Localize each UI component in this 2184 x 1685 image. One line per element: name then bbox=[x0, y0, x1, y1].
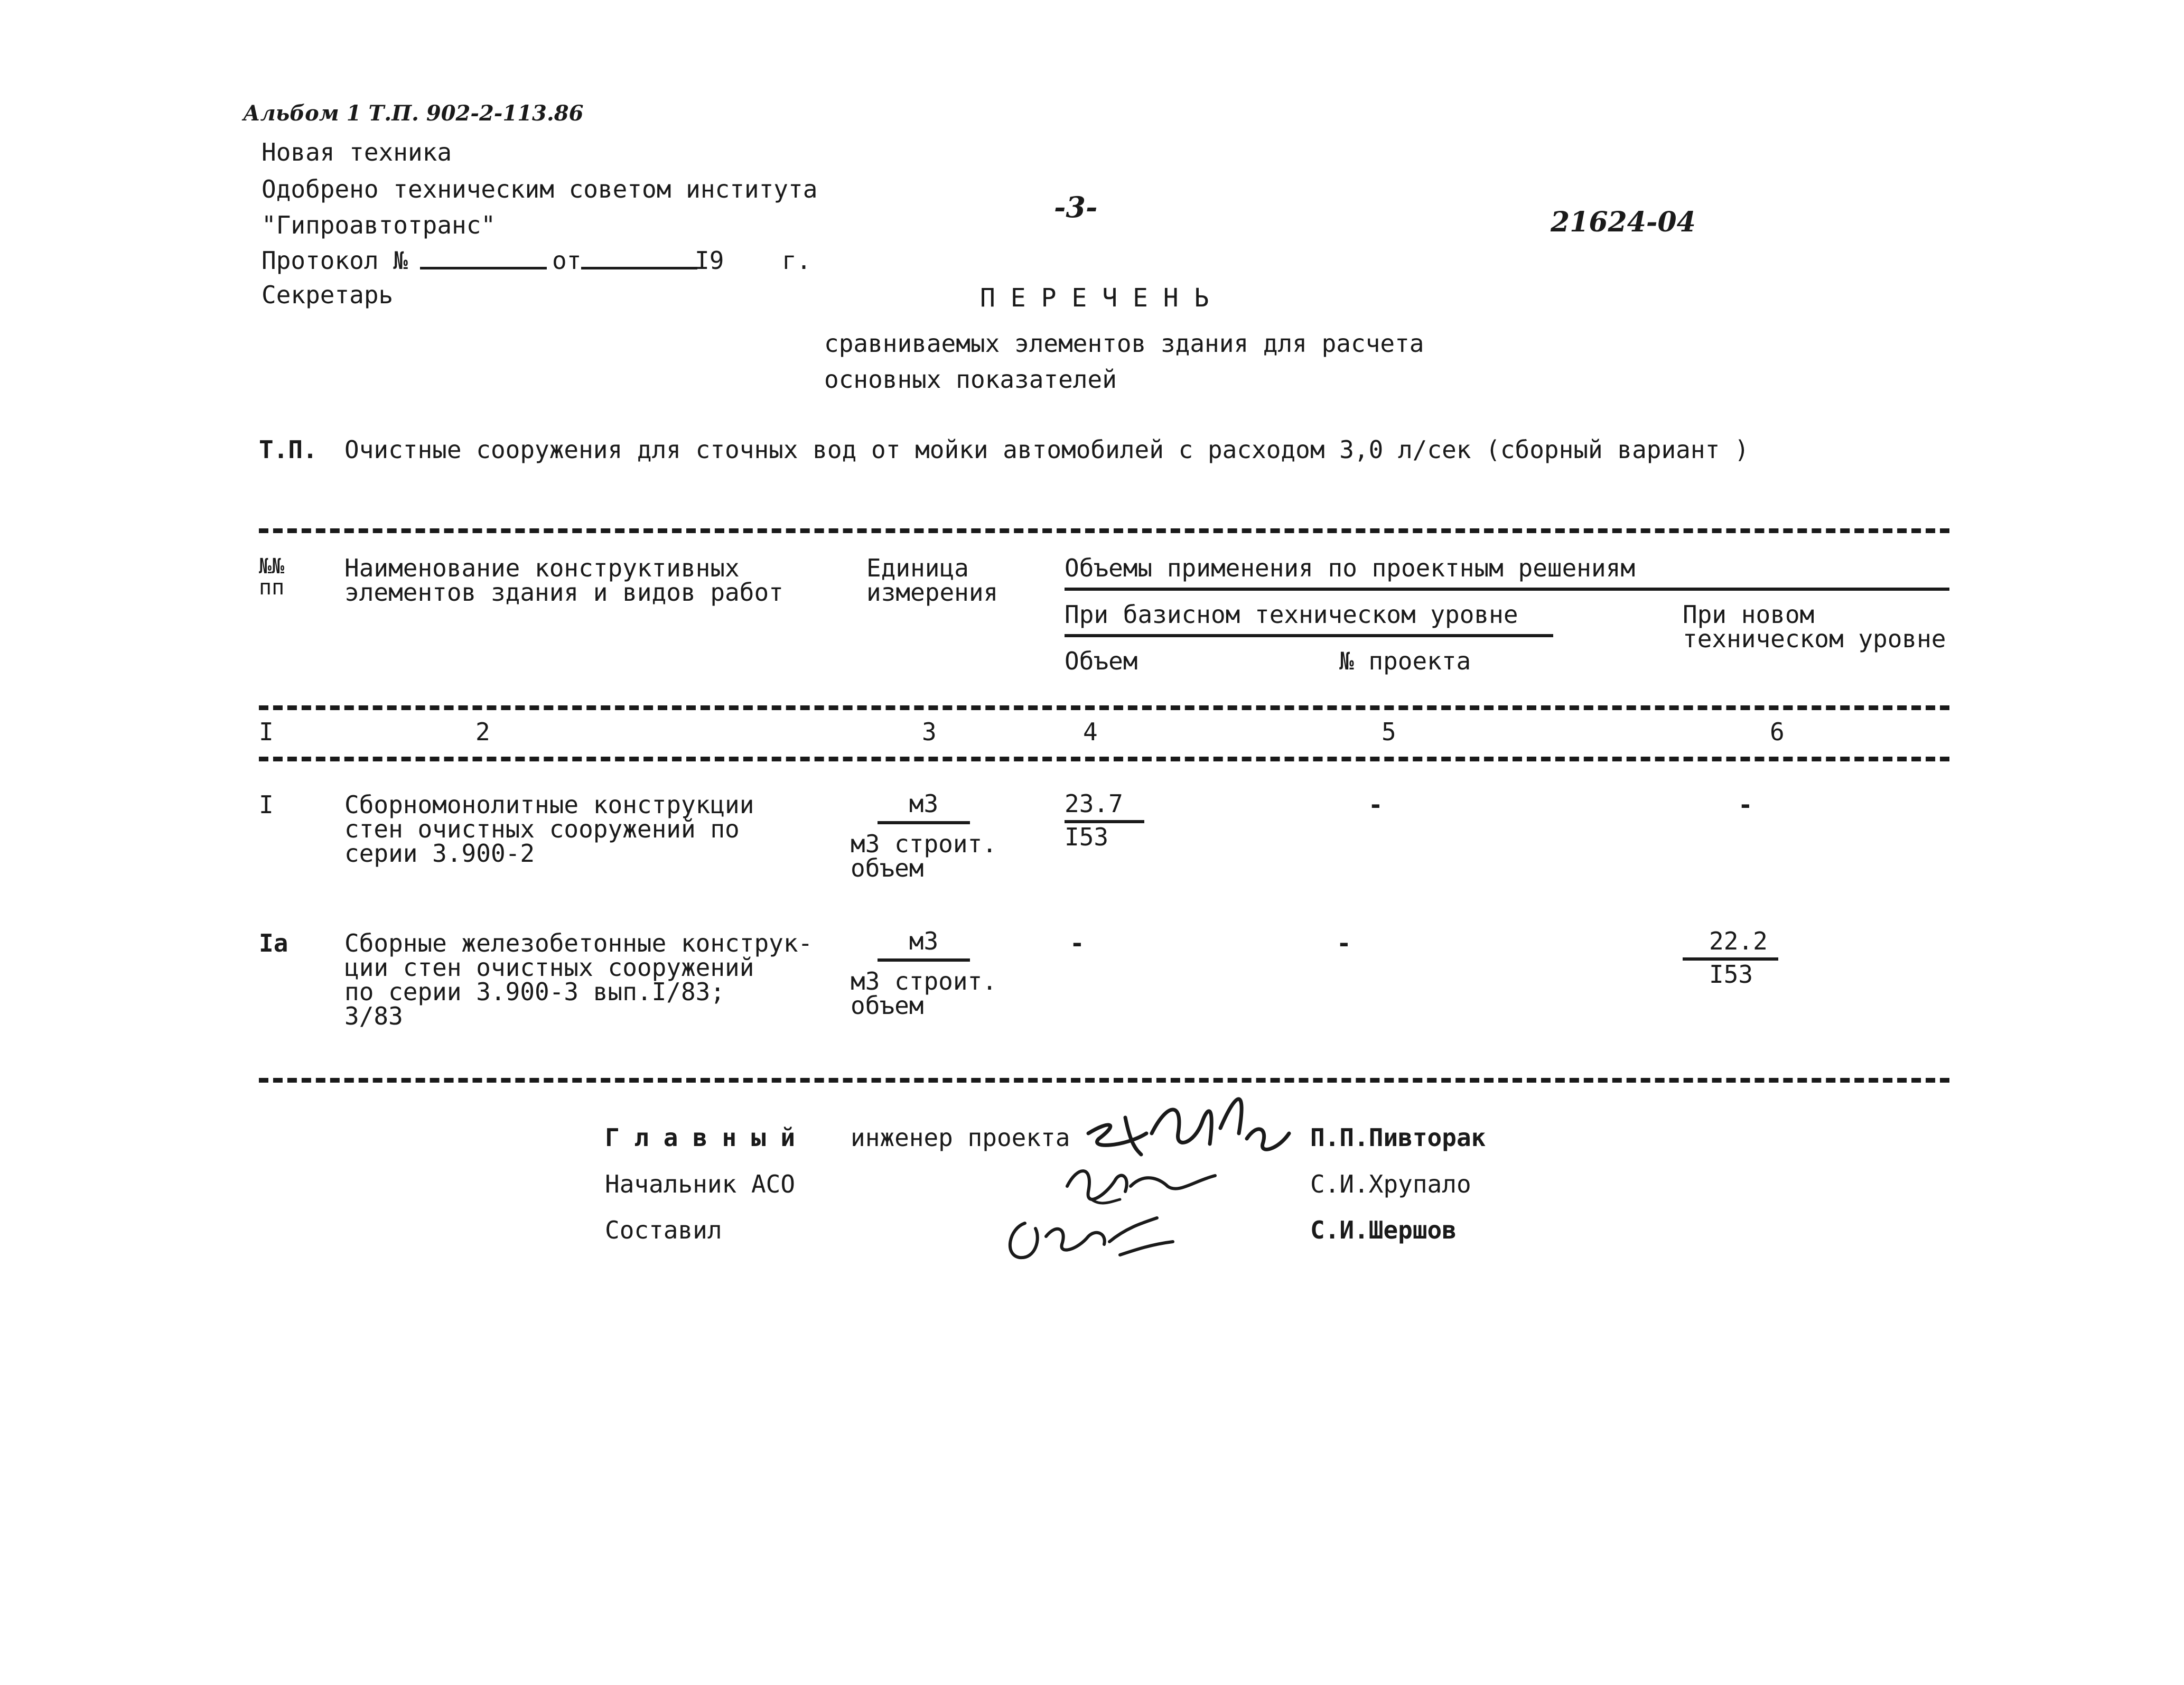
signature-role-head: Начальник АСО bbox=[605, 1170, 796, 1198]
column-number-5: 5 bbox=[1382, 718, 1396, 746]
header-volumes-rule bbox=[1065, 588, 1949, 591]
column-number-2: 2 bbox=[475, 718, 490, 746]
column-number-4: 4 bbox=[1083, 718, 1098, 746]
table-header-rule bbox=[259, 705, 1949, 710]
table-top-rule bbox=[259, 528, 1949, 533]
header-basic-rule bbox=[1065, 634, 1553, 637]
signature-name-chief: П.П.Пивторак bbox=[1310, 1123, 1486, 1152]
row-2-project: - bbox=[1337, 929, 1351, 957]
row-1-unit: м3 м3 строит. объем bbox=[851, 789, 997, 882]
row-2-volume: - bbox=[1070, 929, 1085, 957]
header-project-no: № проекта bbox=[1339, 647, 1471, 675]
date-blank bbox=[581, 267, 697, 269]
signature-name-head: С.И.Хрупало bbox=[1310, 1170, 1471, 1198]
row-1-volume: $\frac{23.7}{I53}$ bbox=[1065, 790, 1144, 851]
secretary-label: Секретарь bbox=[262, 281, 394, 309]
protocol-number-blank bbox=[420, 267, 547, 269]
row-1-num: I bbox=[259, 790, 274, 819]
protocol-label: Протокол № bbox=[262, 246, 408, 275]
document-subtitle-2: основных показателей bbox=[824, 365, 1117, 394]
header-volume: Объем bbox=[1065, 647, 1138, 675]
header-name: Наименование конструктивных элементов здания и видов работ bbox=[344, 554, 783, 607]
album-stamp: Альбом 1 Т.П. 902-2-113.86 bbox=[243, 101, 584, 126]
signature-role-author: Составил bbox=[605, 1216, 722, 1244]
column-number-3: 3 bbox=[922, 718, 937, 746]
year-label: I9 bbox=[695, 246, 724, 275]
year-suffix: г. bbox=[782, 246, 811, 275]
from-label: от bbox=[552, 246, 582, 275]
project-label: Т.П. bbox=[259, 435, 318, 464]
header-num: №№ пп bbox=[259, 554, 285, 600]
approval-line-3: "Гипроавтотранс" bbox=[262, 211, 496, 239]
table-numbers-rule bbox=[259, 757, 1949, 761]
header-unit: Единица измерения bbox=[866, 554, 998, 607]
sheet-number: -3- bbox=[1054, 190, 1098, 224]
signature-role-chief: Г л а в н ы й bbox=[605, 1123, 796, 1152]
document-title: П Е Р Е Ч Е Н Ь bbox=[980, 283, 1209, 313]
row-1-project: - bbox=[1368, 790, 1383, 819]
header-basic-level: При базисном техническом уровне bbox=[1065, 600, 1518, 629]
row-2-unit: м3 м3 строит. объем bbox=[851, 927, 997, 1020]
header-volumes: Объемы применения по проектным решениям bbox=[1065, 554, 1636, 582]
signature-role-chief-2: инженер проекта bbox=[851, 1123, 1070, 1152]
document-subtitle-1: сравниваемых элементов здания для расчета bbox=[824, 329, 1424, 358]
project-name: Очистные сооружения для сточных вод от мойки автомобилей с расходом 3,0 л/сек (сборный вариант ) bbox=[344, 435, 1749, 464]
row-2-name: Сборные железобетонные конструк- ции стен очистных сооружений по серии 3.900-3 вып.I/83; 3/83 bbox=[344, 929, 813, 1030]
row-2-new: $\frac{22.2}{I53}$ bbox=[1683, 927, 1778, 989]
row-2-num: Iа bbox=[259, 929, 288, 957]
column-number-6: 6 bbox=[1770, 718, 1785, 746]
document-number: 21624-04 bbox=[1551, 206, 1696, 238]
row-1-name: Сборномонолитные конструкции стен очистных сооружений по серии 3.900-2 bbox=[344, 790, 754, 868]
approval-line-2: Одобрено техническим советом института bbox=[262, 175, 818, 203]
approval-line-1: Новая техника bbox=[262, 138, 452, 166]
signature-name-author: С.И.Шершов bbox=[1310, 1216, 1457, 1244]
row-1-new: - bbox=[1738, 790, 1753, 819]
column-number-1: I bbox=[259, 718, 274, 746]
header-new-level: При новом техническом уровне bbox=[1683, 600, 1946, 653]
signature-author-handwriting bbox=[998, 1191, 1189, 1271]
